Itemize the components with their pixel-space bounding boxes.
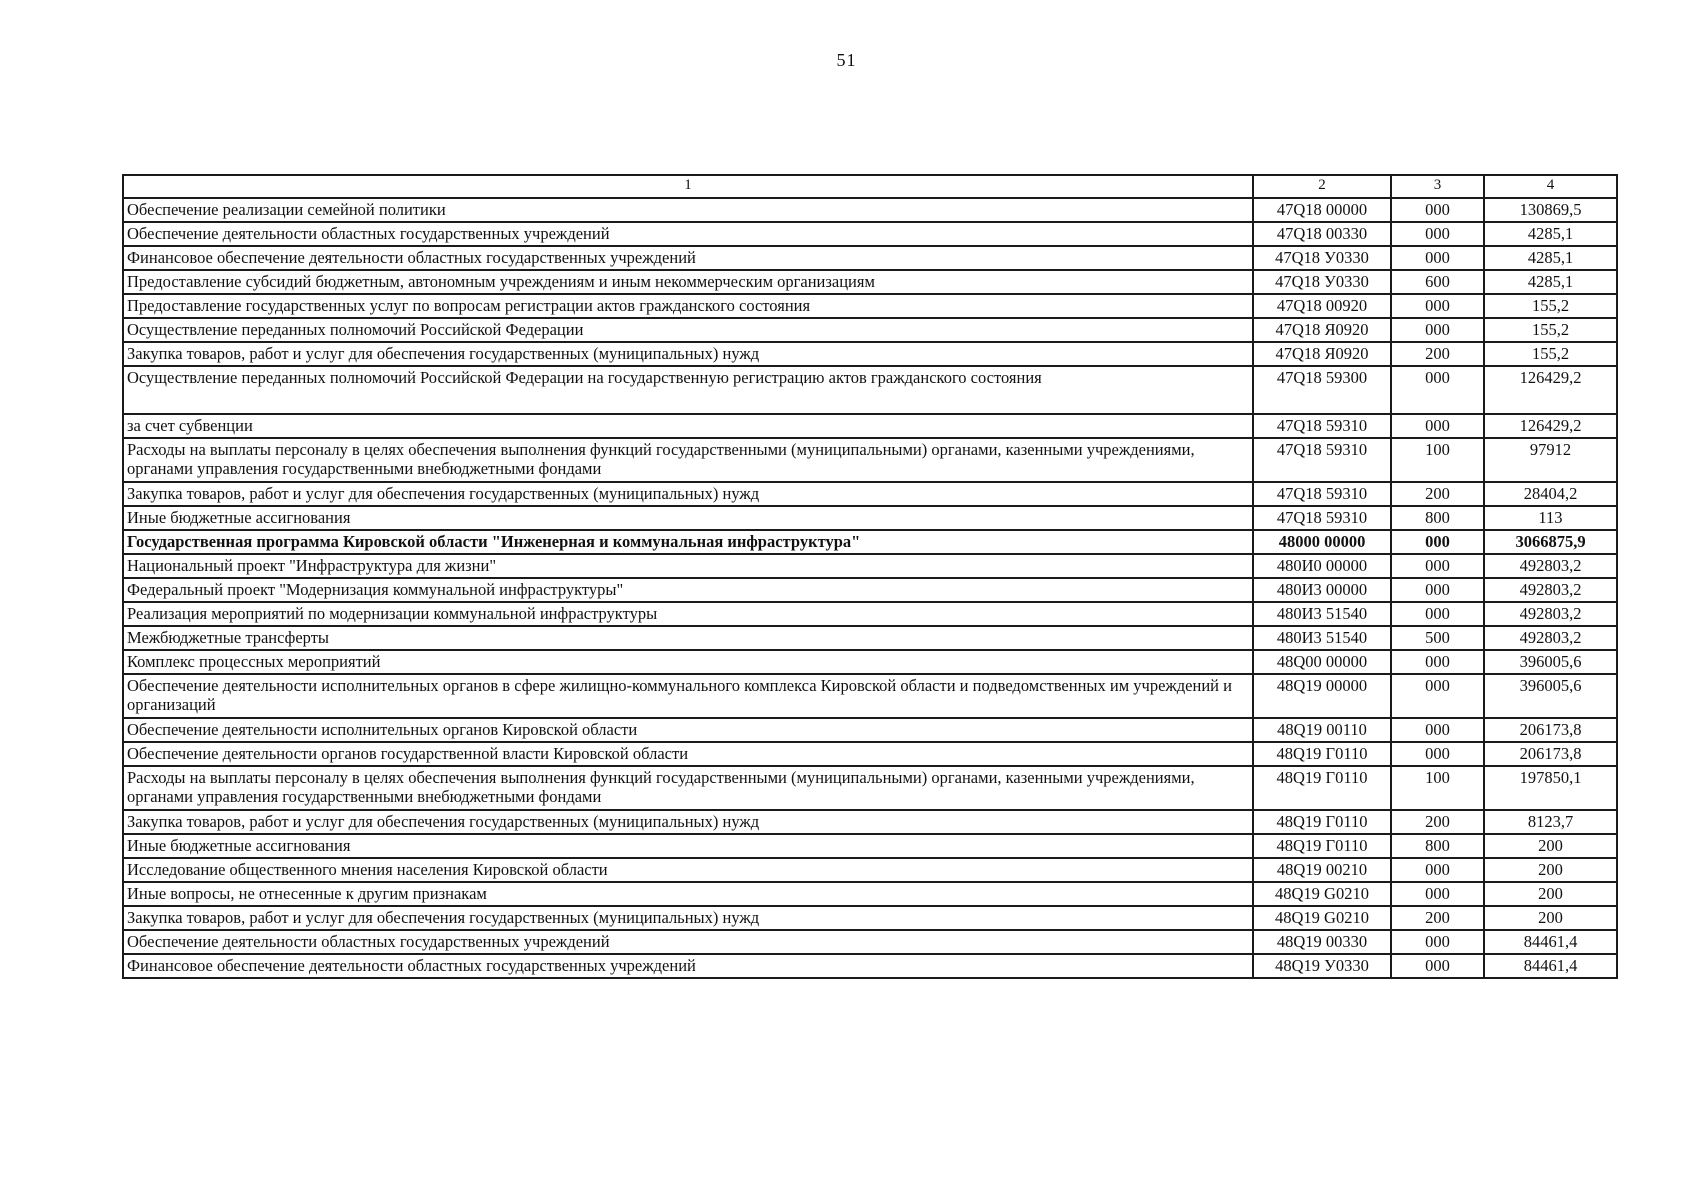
cell-sum: 4285,1 xyxy=(1484,270,1617,294)
cell-sum: 155,2 xyxy=(1484,318,1617,342)
cell-type: 000 xyxy=(1391,954,1484,978)
cell-sum: 492803,2 xyxy=(1484,626,1617,650)
table-row xyxy=(123,954,1617,978)
cell-sum: 492803,2 xyxy=(1484,602,1617,626)
cell-sum: 155,2 xyxy=(1484,342,1617,366)
cell-type: 000 xyxy=(1391,718,1484,742)
cell-name: Обеспечение деятельности областных государственных учреждений xyxy=(123,222,1253,246)
cell-name: Обеспечение деятельности исполнительных органов Кировской области xyxy=(123,718,1253,742)
cell-type: 000 xyxy=(1391,414,1484,438)
cell-sum: 4285,1 xyxy=(1484,246,1617,270)
cell-name: Государственная программа Кировской области "Инженерная и коммунальная инфраструктура" xyxy=(123,530,1253,554)
cell-code: 48Q19 Г0110 xyxy=(1253,834,1391,858)
cell-name: Иные вопросы, не отнесенные к другим признакам xyxy=(123,882,1253,906)
cell-name: Федеральный проект "Модернизация коммунальной инфраструктуры" xyxy=(123,578,1253,602)
cell-code: 480И3 51540 xyxy=(1253,626,1391,650)
budget-table xyxy=(122,174,1618,979)
cell-type: 000 xyxy=(1391,650,1484,674)
cell-type: 000 xyxy=(1391,882,1484,906)
table-row xyxy=(123,506,1617,530)
table-row xyxy=(123,270,1617,294)
cell-sum: 206173,8 xyxy=(1484,718,1617,742)
cell-code: 48Q19 G0210 xyxy=(1253,882,1391,906)
cell-sum: 396005,6 xyxy=(1484,674,1617,718)
table-row xyxy=(123,318,1617,342)
cell-sum: 97912 xyxy=(1484,438,1617,482)
cell-code: 48Q19 Г0110 xyxy=(1253,742,1391,766)
table-row xyxy=(123,414,1617,438)
cell-name: Обеспечение деятельности органов государственной власти Кировской области xyxy=(123,742,1253,766)
cell-name: Закупка товаров, работ и услуг для обеспечения государственных (муниципальных) нужд xyxy=(123,810,1253,834)
cell-name: Осуществление переданных полномочий Российской Федерации xyxy=(123,318,1253,342)
table-row xyxy=(123,578,1617,602)
cell-type: 200 xyxy=(1391,482,1484,506)
cell-type: 000 xyxy=(1391,246,1484,270)
cell-name: Закупка товаров, работ и услуг для обеспечения государственных (муниципальных) нужд xyxy=(123,906,1253,930)
table-row xyxy=(123,906,1617,930)
cell-sum: 206173,8 xyxy=(1484,742,1617,766)
cell-type: 000 xyxy=(1391,578,1484,602)
cell-type: 200 xyxy=(1391,342,1484,366)
table-row xyxy=(123,674,1617,718)
cell-code: 48Q19 00210 xyxy=(1253,858,1391,882)
cell-sum: 28404,2 xyxy=(1484,482,1617,506)
cell-type: 500 xyxy=(1391,626,1484,650)
cell-name: Финансовое обеспечение деятельности областных государственных учреждений xyxy=(123,954,1253,978)
cell-type: 000 xyxy=(1391,858,1484,882)
cell-sum: 155,2 xyxy=(1484,294,1617,318)
cell-name: Комплекс процессных мероприятий xyxy=(123,650,1253,674)
table-row xyxy=(123,930,1617,954)
cell-code: 48Q19 Г0110 xyxy=(1253,810,1391,834)
cell-code: 48Q19 G0210 xyxy=(1253,906,1391,930)
cell-code: 48Q19 У0330 xyxy=(1253,954,1391,978)
cell-sum: 197850,1 xyxy=(1484,766,1617,810)
table-row xyxy=(123,810,1617,834)
cell-name: Расходы на выплаты персоналу в целях обеспечения выполнения функций государственными (муниципальными) органами, казенными учреждениями, органами управления государственными внебюджетными фондами xyxy=(123,766,1253,810)
cell-code: 47Q18 59310 xyxy=(1253,506,1391,530)
cell-name: за счет субвенции xyxy=(123,414,1253,438)
cell-sum: 84461,4 xyxy=(1484,954,1617,978)
cell-sum: 200 xyxy=(1484,858,1617,882)
cell-code: 47Q18 59310 xyxy=(1253,482,1391,506)
cell-sum: 200 xyxy=(1484,906,1617,930)
table-row xyxy=(123,766,1617,810)
cell-name: Осуществление переданных полномочий Российской Федерации на государственную регистрацию актов гражданского состояния xyxy=(123,366,1253,414)
cell-sum: 200 xyxy=(1484,882,1617,906)
cell-type: 000 xyxy=(1391,366,1484,414)
cell-sum: 492803,2 xyxy=(1484,554,1617,578)
cell-sum: 126429,2 xyxy=(1484,414,1617,438)
cell-type: 200 xyxy=(1391,810,1484,834)
cell-code: 47Q18 00330 xyxy=(1253,222,1391,246)
cell-code: 47Q18 У0330 xyxy=(1253,270,1391,294)
table-row xyxy=(123,294,1617,318)
cell-sum: 8123,7 xyxy=(1484,810,1617,834)
cell-type: 000 xyxy=(1391,674,1484,718)
cell-code: 47Q18 Я0920 xyxy=(1253,318,1391,342)
cell-name: Обеспечение реализации семейной политики xyxy=(123,198,1253,222)
cell-type: 000 xyxy=(1391,930,1484,954)
cell-name: Предоставление государственных услуг по вопросам регистрации актов гражданского состояния xyxy=(123,294,1253,318)
table-body xyxy=(123,198,1617,978)
cell-code: 47Q18 59310 xyxy=(1253,438,1391,482)
cell-type: 100 xyxy=(1391,438,1484,482)
cell-code: 480И3 00000 xyxy=(1253,578,1391,602)
cell-code: 48Q19 00000 xyxy=(1253,674,1391,718)
table-row xyxy=(123,882,1617,906)
cell-code: 48000 00000 xyxy=(1253,530,1391,554)
cell-name: Реализация мероприятий по модернизации коммунальной инфраструктуры xyxy=(123,602,1253,626)
cell-type: 800 xyxy=(1391,506,1484,530)
cell-sum: 396005,6 xyxy=(1484,650,1617,674)
cell-code: 47Q18 00920 xyxy=(1253,294,1391,318)
table-row xyxy=(123,602,1617,626)
cell-type: 000 xyxy=(1391,530,1484,554)
cell-sum: 3066875,9 xyxy=(1484,530,1617,554)
cell-name: Финансовое обеспечение деятельности областных государственных учреждений xyxy=(123,246,1253,270)
cell-type: 000 xyxy=(1391,742,1484,766)
cell-type: 100 xyxy=(1391,766,1484,810)
header-col-code: 2 xyxy=(1253,175,1391,198)
cell-name: Национальный проект "Инфраструктура для жизни" xyxy=(123,554,1253,578)
cell-type: 000 xyxy=(1391,318,1484,342)
cell-code: 480И3 51540 xyxy=(1253,602,1391,626)
cell-code: 48Q19 Г0110 xyxy=(1253,766,1391,810)
table-row xyxy=(123,366,1617,414)
table-row xyxy=(123,438,1617,482)
header-col-name: 1 xyxy=(123,175,1253,198)
table-row xyxy=(123,342,1617,366)
table-row xyxy=(123,742,1617,766)
cell-sum: 113 xyxy=(1484,506,1617,530)
table-row xyxy=(123,222,1617,246)
cell-name: Обеспечение деятельности областных государственных учреждений xyxy=(123,930,1253,954)
table-row xyxy=(123,530,1617,554)
cell-name: Иные бюджетные ассигнования xyxy=(123,834,1253,858)
table-row xyxy=(123,554,1617,578)
header-col-sum: 4 xyxy=(1484,175,1617,198)
cell-sum: 200 xyxy=(1484,834,1617,858)
cell-code: 48Q19 00110 xyxy=(1253,718,1391,742)
table-row xyxy=(123,626,1617,650)
cell-name: Иные бюджетные ассигнования xyxy=(123,506,1253,530)
table-row xyxy=(123,858,1617,882)
cell-name: Закупка товаров, работ и услуг для обеспечения государственных (муниципальных) нужд xyxy=(123,342,1253,366)
cell-name: Обеспечение деятельности исполнительных органов в сфере жилищно-коммунального комплекса Кировской области и подведомственных им учреждений и организаций xyxy=(123,674,1253,718)
cell-type: 000 xyxy=(1391,222,1484,246)
cell-code: 48Q00 00000 xyxy=(1253,650,1391,674)
table-row xyxy=(123,198,1617,222)
cell-code: 47Q18 00000 xyxy=(1253,198,1391,222)
table-header-row xyxy=(123,175,1617,198)
cell-sum: 126429,2 xyxy=(1484,366,1617,414)
cell-type: 000 xyxy=(1391,602,1484,626)
cell-sum: 492803,2 xyxy=(1484,578,1617,602)
cell-type: 000 xyxy=(1391,198,1484,222)
cell-type: 200 xyxy=(1391,906,1484,930)
cell-sum: 4285,1 xyxy=(1484,222,1617,246)
table-row xyxy=(123,718,1617,742)
table-row xyxy=(123,246,1617,270)
table-row xyxy=(123,650,1617,674)
table-row xyxy=(123,834,1617,858)
cell-code: 47Q18 Я0920 xyxy=(1253,342,1391,366)
cell-type: 000 xyxy=(1391,294,1484,318)
cell-sum: 84461,4 xyxy=(1484,930,1617,954)
cell-type: 000 xyxy=(1391,554,1484,578)
cell-code: 47Q18 59310 xyxy=(1253,414,1391,438)
cell-name: Расходы на выплаты персоналу в целях обеспечения выполнения функций государственными (муниципальными) органами, казенными учреждениями, органами управления государственными внебюджетными фондами xyxy=(123,438,1253,482)
cell-name: Закупка товаров, работ и услуг для обеспечения государственных (муниципальных) нужд xyxy=(123,482,1253,506)
cell-type: 800 xyxy=(1391,834,1484,858)
header-col-type: 3 xyxy=(1391,175,1484,198)
cell-code: 47Q18 59300 xyxy=(1253,366,1391,414)
cell-code: 480И0 00000 xyxy=(1253,554,1391,578)
cell-name: Исследование общественного мнения населения Кировской области xyxy=(123,858,1253,882)
cell-name: Межбюджетные трансферты xyxy=(123,626,1253,650)
table-row xyxy=(123,482,1617,506)
cell-type: 600 xyxy=(1391,270,1484,294)
cell-code: 47Q18 У0330 xyxy=(1253,246,1391,270)
cell-name: Предоставление субсидий бюджетным, автономным учреждениям и иным некоммерческим организациям xyxy=(123,270,1253,294)
cell-code: 48Q19 00330 xyxy=(1253,930,1391,954)
cell-sum: 130869,5 xyxy=(1484,198,1617,222)
page-number: 51 xyxy=(836,50,857,70)
